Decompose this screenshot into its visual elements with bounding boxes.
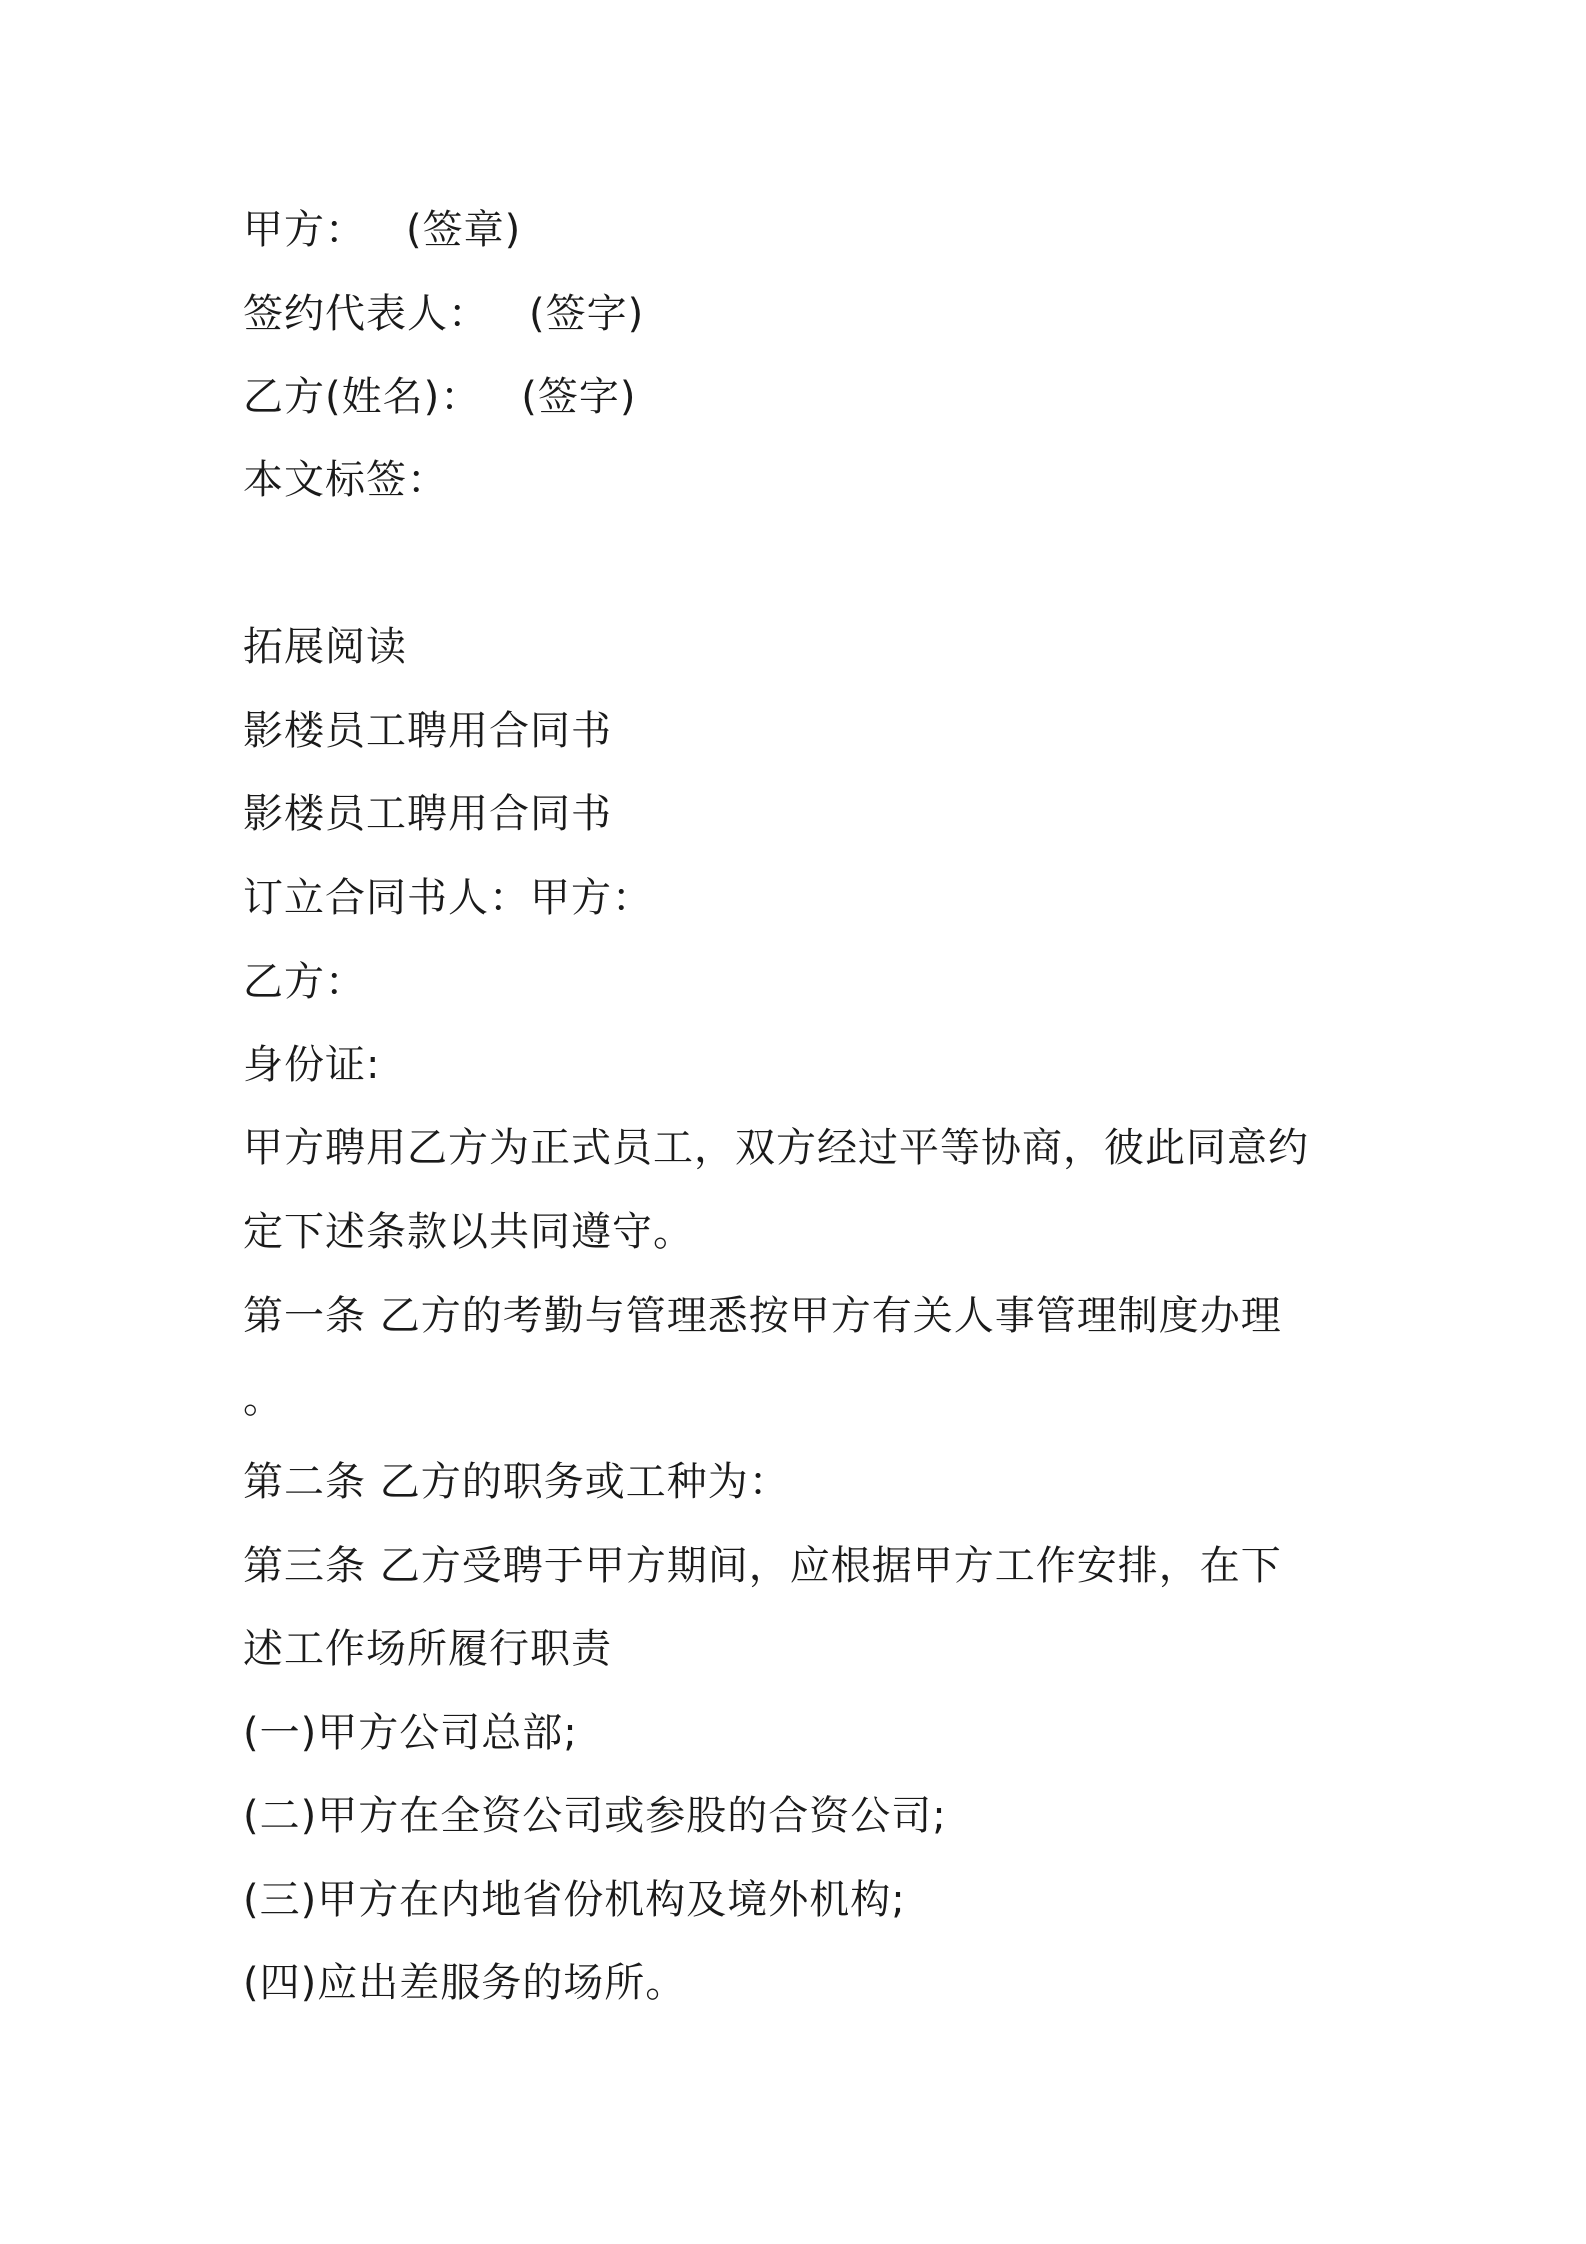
party-b-signature-placeholder: (签字) — [521, 374, 637, 420]
extended-reading-heading: 拓展阅读 — [243, 624, 407, 670]
party-b-line: 乙方： — [243, 959, 366, 1005]
representative-signature-placeholder: (签字) — [529, 291, 645, 337]
representative-signature-line — [243, 288, 644, 340]
article-1-line-1: 第一条 乙方的考勤与管理悉按甲方有关人事管理制度办理 — [243, 1293, 1282, 1339]
party-a-signature-line — [243, 204, 521, 256]
workplace-item-3: (三)甲方在内地省份机构及境外机构; — [243, 1877, 906, 1923]
workplace-item-4: (四)应出差服务的场所。 — [243, 1960, 687, 2006]
representative-label: 签约代表人： — [243, 291, 489, 337]
article-3-line-2: 述工作场所履行职责 — [243, 1626, 612, 1672]
document-title-2: 影楼员工聘用合同书 — [243, 791, 612, 837]
workplace-item-2: (二)甲方在全资公司或参股的合资公司; — [243, 1793, 947, 1839]
contracting-parties-line: 订立合同书人：甲方： — [243, 875, 653, 921]
tags-label: 本文标签： — [243, 457, 448, 503]
party-a-label: 甲方： — [243, 207, 366, 253]
article-3-line-1: 第三条 乙方受聘于甲方期间，应根据甲方工作安排，在下 — [243, 1543, 1282, 1589]
party-b-signature-line — [243, 371, 636, 423]
intro-paragraph-line-1: 甲方聘用乙方为正式员工，双方经过平等协商，彼此同意约 — [243, 1125, 1309, 1171]
article-2-line: 第二条 乙方的职务或工种为： — [243, 1459, 790, 1505]
document-title-1: 影楼员工聘用合同书 — [243, 708, 612, 754]
article-1-line-2: 。 — [243, 1376, 284, 1422]
party-a-seal-placeholder: (签章) — [406, 207, 522, 253]
party-b-label: 乙方(姓名)： — [243, 374, 482, 420]
intro-paragraph-line-2: 定下述条款以共同遵守。 — [243, 1209, 694, 1255]
id-card-line: 身份证: — [243, 1042, 381, 1088]
workplace-item-1: (一)甲方公司总部; — [243, 1710, 578, 1756]
